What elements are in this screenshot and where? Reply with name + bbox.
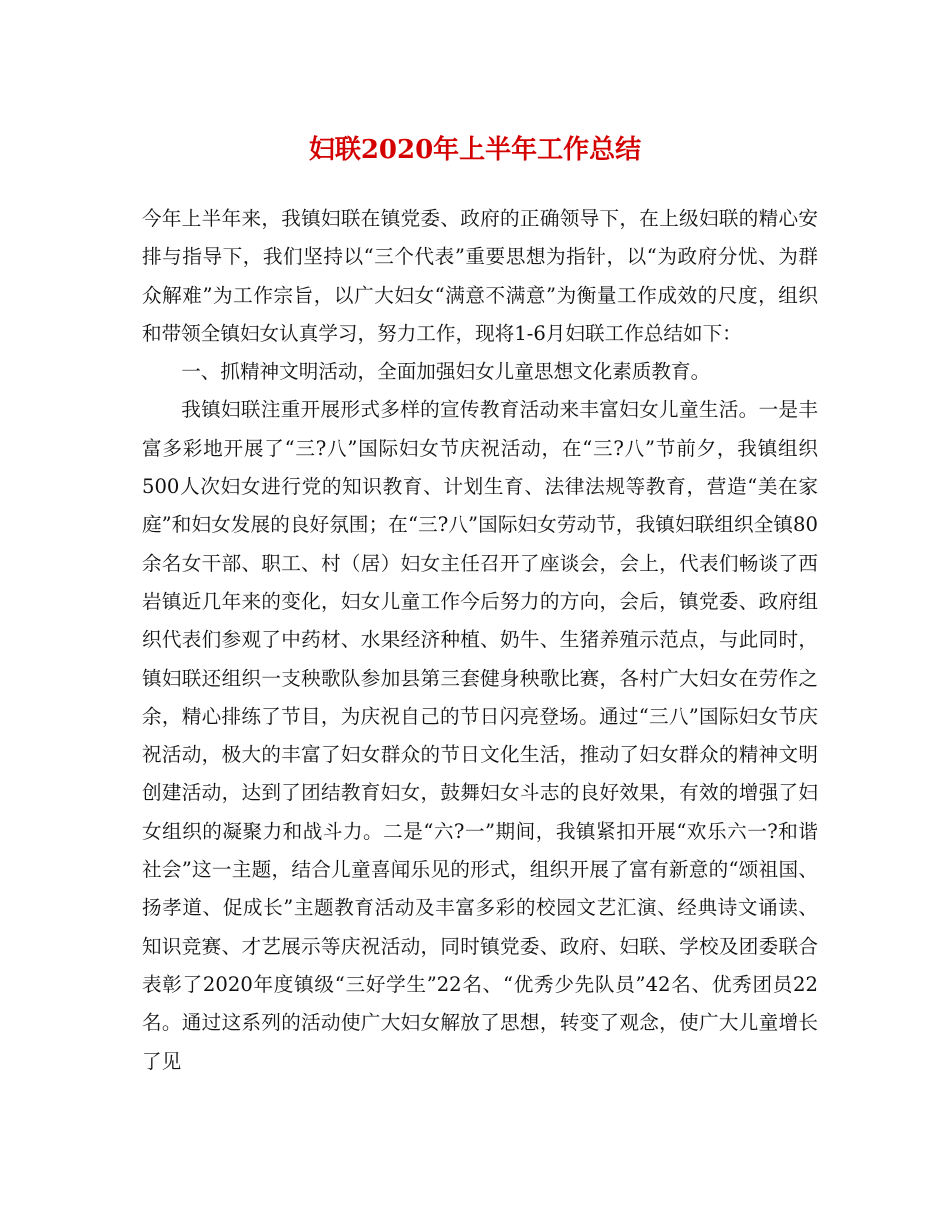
intro-paragraph: 今年上半年来，我镇妇联在镇党委、政府的正确领导下，在上级妇联的精心安排与指导下，我们坚持以“三个代表”重要思想为指针，以“为政府分忧、为群众解难”为工作宗旨，以广大妇女“满意不满意”为衡量工作成效的尺度，组织和带领全镇妇女认真学习，努力工作，现将1-6月妇联工作总结如下： (142, 207, 818, 345)
document-body (142, 200, 818, 1081)
body-paragraph: 我镇妇联注重开展形式多样的宣传教育活动来丰富妇女儿童生活。一是丰富多彩地开展了“三?八”国际妇女节庆祝活动，在“三?八”节前夕，我镇组织500人次妇女进行党的知识教育、计划生育、法律法规等教育，营造“美在家庭”和妇女发展的良好氛围；在“三?八”国际妇女劳动节，我镇妇联组织全镇80余名女干部、职工、村（居）妇女主任召开了座谈会，会上，代表们畅谈了西岩镇近几年来的变化，妇女儿童工作今后努力的方向，会后，镇党委、政府组织代表们参观了中药材、水果经济种植、奶牛、生猪养殖示范点，与此同时，镇妇联还组织一支秧歌队参加县第三套健身秧歌比赛，各村广大妇女在劳作之余，精心排练了节目，为庆祝自己的节日闪亮登场。通过“三八”国际妇女节庆祝活动，极大的丰富了妇女群众的节日文化生活，推动了妇女群众的精神文明创建活动，达到了团结教育妇女，鼓舞妇女斗志的良好效果，有效的增强了妇女组织的凝聚力和战斗力。二是“六?一”期间，我镇紧扣开展“欢乐六一?和谐社会”这一主题，结合儿童喜闻乐见的形式，组织开展了富有新意的“颂祖国、扬孝道、促成长”主题教育活动及丰富多彩的校园文艺汇演、经典诗文诵读、知识竞赛、才艺展示等庆祝活动，同时镇党委、政府、妇联、学校及团委联合表彰了2020年度镇级“三好学生”22名、“优秀少先队员”42名、优秀团员22名。通过这系列的活动使广大妇女解放了思想，转变了观念，使广大儿童增长了见 (142, 398, 818, 1073)
document-title: 妇联2020年上半年工作总结 (308, 135, 642, 165)
section-heading-1: 一、抓精神文明活动，全面加强妇女儿童思想文化素质教育。 (181, 360, 711, 384)
